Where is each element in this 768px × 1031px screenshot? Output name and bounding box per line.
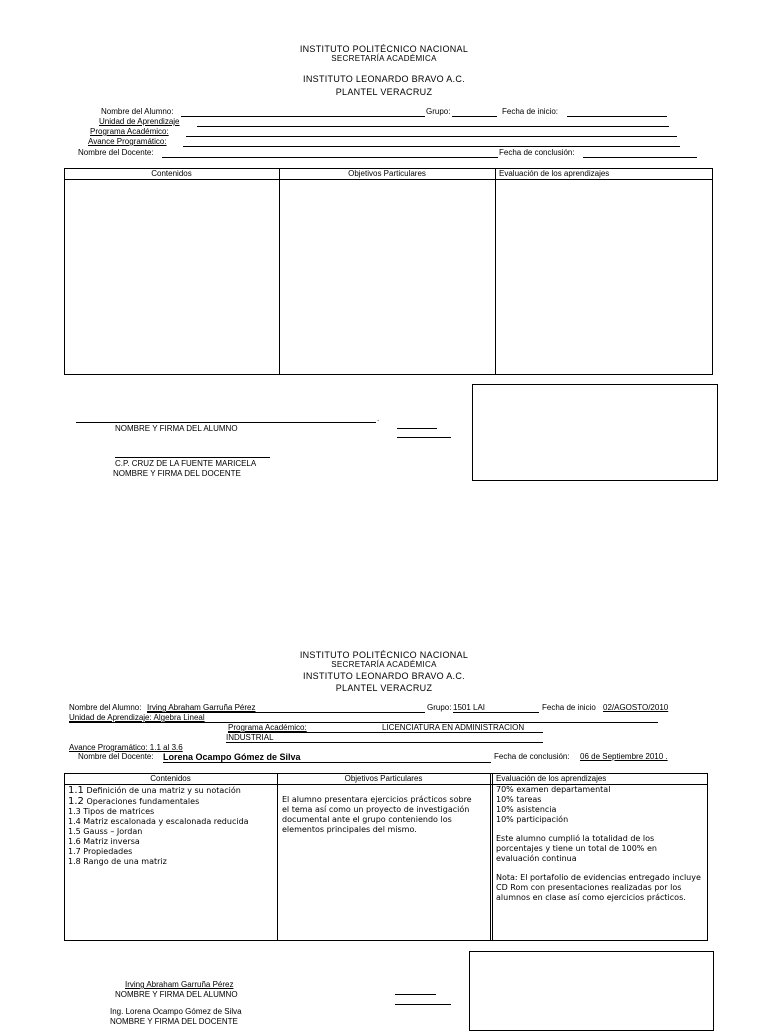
eval-note: Nota: El portafolio de evidencias entregado incluye CD Rom con presentaciones realizadas por los alumnos en clase así como ejercicios prácticos.: [496, 873, 701, 902]
form1-grupo-label: Grupo:: [426, 107, 451, 116]
item-text: Tipos de matrices: [83, 807, 155, 816]
item-text: Operaciones fundamentales: [86, 797, 200, 806]
form1-col-objetivos: Objetivos Particulares: [348, 169, 426, 178]
item-text: Propiedades: [83, 847, 133, 856]
form2-fecha-inicio-label: Fecha de inicio: [542, 703, 596, 712]
form1-table-col-divider: [279, 168, 280, 375]
form2-seal-box: [469, 951, 714, 1031]
form2-header-plantel: PLANTEL VERACRUZ: [335, 683, 433, 693]
form2-docente-value[interactable]: Lorena Ocampo Gómez de Silva: [163, 752, 301, 762]
item-number: 1.2: [68, 796, 84, 807]
form1-short-line: [397, 428, 437, 429]
form2-header-ipn: INSTITUTO POLITÉCNICO NACIONAL: [299, 650, 469, 660]
form1-docente-name: C.P. CRUZ DE LA FUENTE MARICELA: [115, 459, 257, 468]
eval-item: 10% tareas: [496, 795, 542, 804]
form2-firma-alumno-label: NOMBRE Y FIRMA DEL ALUMNO: [115, 990, 238, 999]
form2-firma-docente-name: Ing. Lorena Ocampo Gómez de Silva: [110, 1007, 242, 1016]
form1-fecha-conclusion-label: Fecha de conclusión:: [499, 148, 575, 157]
form1-programa-field[interactable]: [186, 136, 677, 137]
form2-programa-line-2: [226, 742, 543, 743]
form1-short-line-2: [397, 437, 451, 438]
item-text: Matriz inversa: [83, 837, 140, 846]
form2-objetivos-cell[interactable]: El alumno presentara ejercicios prácticos sobre el tema así como un proyecto de investigación documental ante el grupo conteniendo los elementos principales del mismo.: [282, 795, 472, 834]
form2-short-line-2: [395, 1004, 451, 1005]
item-number: 1.5: [68, 827, 81, 836]
form2-unidad-line: [69, 722, 658, 723]
form2-contenidos-cell[interactable]: [68, 786, 275, 867]
form1-seal-box: [472, 384, 718, 481]
form2-evaluacion-cell[interactable]: [496, 785, 701, 903]
form2-header-secretaria: SECRETARÍA ACADÉMICA: [331, 660, 437, 669]
eval-summary: Este alumno cumplió la totalidad de los porcentajes y tiene un total de 100% en evaluación continua: [496, 834, 657, 863]
form1-avance-field[interactable]: [183, 146, 680, 147]
list-item: [68, 857, 275, 867]
item-text: Matriz escalonada y escalonada reducida: [83, 817, 249, 826]
form1-header-plantel: PLANTEL VERACRUZ: [335, 87, 433, 97]
form2-alumno-value[interactable]: Irving Abraham Garruña Pérez: [147, 703, 256, 712]
form2-firma-alumno-name: Irving Abraham Garruña Pérez: [125, 980, 234, 989]
form2-grupo-line: [453, 712, 539, 713]
form1-evaluacion-cell[interactable]: [497, 181, 711, 373]
form1-programa-label: Programa Académico:: [90, 127, 169, 136]
form1-objetivos-cell[interactable]: [281, 181, 493, 373]
form1-grupo-field[interactable]: [452, 116, 497, 117]
item-number: 1.8: [68, 857, 81, 866]
item-number: 1.4: [68, 817, 81, 826]
form1-firma-dot: .: [377, 414, 380, 423]
form2-programa-line: [228, 732, 543, 733]
form1-alumno-field[interactable]: [181, 116, 425, 117]
form1-docente-label: Nombre del Docente:: [78, 148, 154, 157]
form1-fecha-conclusion-field[interactable]: [583, 157, 697, 158]
form1-firma-alumno-line[interactable]: [76, 422, 376, 423]
item-number: 1.3: [68, 807, 81, 816]
form1-unidad-label: Unidad de Aprendizaje: [99, 117, 180, 126]
form2-alumno-label: Nombre del Alumno:: [69, 703, 142, 712]
form1-col-evaluacion: Evaluación de los aprendizajes: [499, 169, 610, 178]
list-item: [68, 847, 275, 857]
item-number: 1.6: [68, 837, 81, 846]
form1-firma-alumno-label: NOMBRE Y FIRMA DEL ALUMNO: [115, 424, 238, 433]
form2-short-line: [395, 994, 436, 995]
list-item: [68, 786, 275, 796]
form1-col-contenidos: Contenidos: [151, 169, 192, 178]
form2-unidad[interactable]: Unidad de Aprendizaje: Algebra Lineal: [69, 713, 205, 722]
eval-item: 10% participación: [496, 815, 569, 824]
form2-fecha-conclusion-value[interactable]: 06 de Septiembre 2010 .: [580, 752, 668, 761]
form2-fecha-inicio-value[interactable]: 02/AGOSTO/2010: [603, 703, 669, 712]
form2-grupo-label: Grupo:: [427, 703, 452, 712]
form2-avance[interactable]: Avance Programático: 1.1 al 3.6: [69, 743, 183, 752]
form2-docente-line: [163, 762, 491, 763]
item-text: Gauss – Jordan: [83, 827, 143, 836]
form1-avance-label: Avance Programático:: [88, 137, 167, 146]
form1-contenidos-cell[interactable]: [66, 181, 277, 373]
list-item: [68, 797, 275, 807]
form2-table-col-divider: [277, 773, 278, 941]
form2-header-ilb: INSTITUTO LEONARDO BRAVO A.C.: [303, 671, 465, 681]
form2-grupo-value[interactable]: 1501 LAI: [453, 703, 486, 712]
eval-item: 70% examen departamental: [496, 785, 611, 794]
form1-docente-field[interactable]: [162, 157, 498, 158]
form1-header-secretaria: SECRETARÍA ACADÉMICA: [331, 54, 437, 63]
item-number: 1.7: [68, 847, 81, 856]
list-item: [68, 827, 275, 837]
form2-col-contenidos: Contenidos: [150, 774, 191, 783]
form1-header-ilb: INSTITUTO LEONARDO BRAVO A.C.: [303, 74, 465, 84]
form1-unidad-field[interactable]: [197, 126, 669, 127]
form1-firma-docente-label: NOMBRE Y FIRMA DEL DOCENTE: [113, 469, 241, 478]
form1-header-ipn: INSTITUTO POLITÉCNICO NACIONAL: [299, 44, 469, 54]
form1-table-header-divider: [64, 179, 713, 180]
form2-table-col-divider: [490, 773, 491, 941]
form2-firma-docente-label: NOMBRE Y FIRMA DEL DOCENTE: [110, 1017, 238, 1026]
form1-fecha-inicio-label: Fecha de inicio:: [502, 107, 559, 116]
form2-table-col-divider-double: [492, 773, 493, 941]
form1-firma-docente-line[interactable]: [115, 457, 270, 458]
form1-alumno-label: Nombre del Alumno:: [101, 107, 174, 116]
form2-programa-value2[interactable]: INDUSTRIAL: [226, 733, 274, 742]
list-item: [68, 807, 275, 817]
eval-item: 10% asistencia: [496, 805, 557, 814]
form1-fecha-inicio-field[interactable]: [567, 116, 667, 117]
form2-col-objetivos: Objetivos Particulares: [344, 774, 423, 783]
form2-fecha-conclusion-label: Fecha de conclusión:: [494, 752, 570, 761]
form2-programa-value[interactable]: LICENCIATURA EN ADMINISTRACION: [382, 723, 525, 732]
form2-programa-label: Programa Académico:: [228, 723, 307, 732]
form1-table-col-divider: [495, 168, 496, 375]
form2-col-evaluacion: Evaluación de los aprendizajes: [496, 774, 607, 783]
list-item: [68, 837, 275, 847]
list-item: [68, 817, 275, 827]
form2-docente-label: Nombre del Docente:: [78, 752, 154, 761]
item-text: Definición de una matriz y su notación: [86, 786, 241, 795]
item-text: Rango de una matriz: [83, 857, 167, 866]
item-number: 1.1: [68, 785, 84, 796]
